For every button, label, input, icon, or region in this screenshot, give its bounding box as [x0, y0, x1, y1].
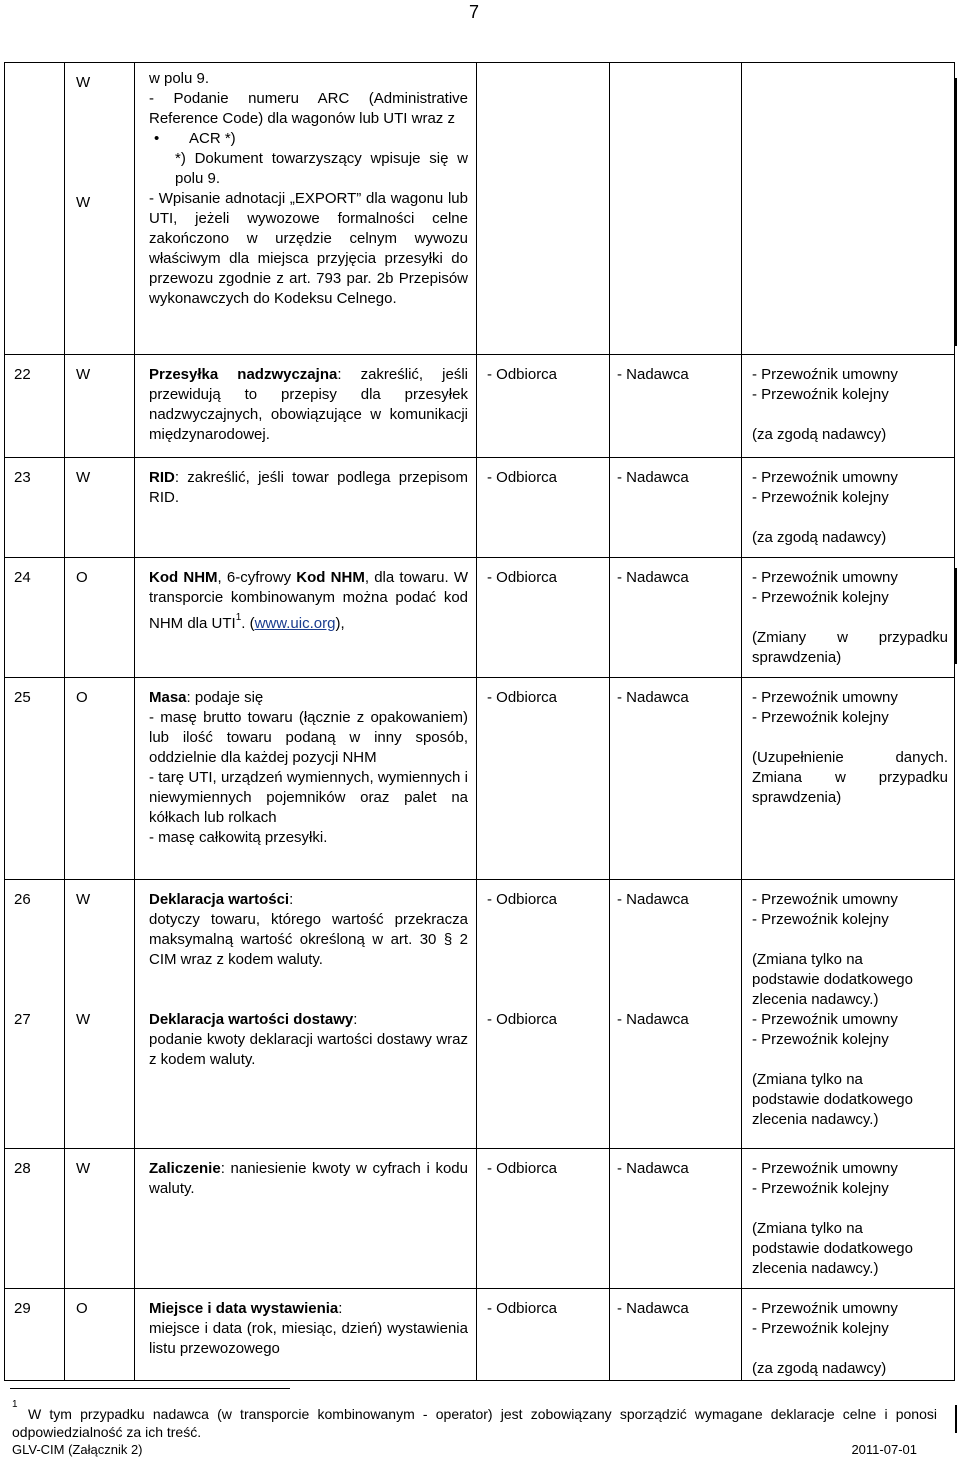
- description-text: :: [353, 1011, 358, 1028]
- description-cell: [135, 678, 477, 880]
- carrier-successive: - Przewoźnik kolejny: [752, 1319, 889, 1337]
- row-code: W: [65, 1010, 135, 1148]
- description-text: , 6-cyfrowy: [217, 569, 297, 586]
- sender-cell: [610, 558, 742, 678]
- revision-bar: [955, 78, 957, 346]
- sender-label: - Nadawca: [617, 1011, 689, 1028]
- carrier-successive: - Przewoźnik kolejny: [752, 1031, 889, 1048]
- page-number: 7: [468, 2, 479, 22]
- carrier-cell: [742, 63, 955, 355]
- receiver-cell: [477, 1288, 610, 1380]
- description-cell: [135, 458, 477, 558]
- carrier-contract: - Przewoźnik umowny: [752, 469, 898, 486]
- field-title: Przesyłka nadzwyczajna: [149, 366, 338, 383]
- row-number: 25: [5, 678, 65, 880]
- sender-cell: [610, 63, 742, 355]
- receiver-cell: [477, 355, 610, 458]
- description-cell: [135, 880, 477, 1011]
- row-code: O: [65, 1288, 135, 1380]
- change-note: (Zmiana tylko na podstawie dodatkowego zlecenia nadawcy.): [752, 1071, 913, 1128]
- description-text: . (: [241, 615, 255, 632]
- sender-cell: [610, 880, 742, 1011]
- description-text: ),: [335, 615, 345, 632]
- row-code: W: [65, 458, 135, 558]
- field-title: Kod NHM: [149, 569, 218, 586]
- revision-bar: [955, 1405, 957, 1433]
- row-code-cell: [65, 63, 135, 355]
- sender-cell: [610, 1148, 742, 1288]
- sender-label: - Nadawca: [617, 891, 689, 908]
- description-text: :: [338, 1299, 343, 1317]
- carrier-cell: [742, 1148, 955, 1288]
- carrier-cell: [742, 678, 955, 880]
- carrier-contract: - Przewoźnik umowny: [752, 1299, 898, 1317]
- row-code: W: [65, 1148, 135, 1288]
- description-text: - Podanie numeru ARC (Administrative Reference Code) dla wagonów lub UTI wraz z: [149, 90, 468, 127]
- carrier-cell: [742, 355, 955, 458]
- sender-cell: [610, 1288, 742, 1380]
- footnote-mark: 1: [12, 1399, 18, 1410]
- row-number: 26: [5, 880, 65, 1011]
- description-text: w polu 9.: [149, 70, 210, 87]
- carrier-cell: [742, 558, 955, 678]
- sender-cell: [610, 458, 742, 558]
- sender-label: - Nadawca: [617, 1299, 689, 1317]
- description-text: - Wpisanie adnotacji „EXPORT” dla wagonu lub UTI, jeżeli wywozowe formalności celne zakończono w urzędzie celnym wywozu właściwym dla miejsca przyjęcia przesyłki do przewozu zgodnie z art. 793 par. 2b Przepisów wykonawczych do Kodeksu Celnego.: [149, 190, 468, 307]
- description-text: *) Dokument towarzyszący wpisuje się w polu 9.: [175, 150, 468, 187]
- carrier-cell: [742, 880, 955, 1011]
- receiver-label: - Odbiorca: [487, 366, 558, 383]
- sender-label: - Nadawca: [617, 366, 689, 383]
- carrier-contract: - Przewoźnik umowny: [752, 569, 898, 586]
- receiver-label: - Odbiorca: [487, 891, 558, 908]
- revision-bar: [955, 568, 957, 664]
- description-text: podanie kwoty deklaracji wartości dostawy wraz z kodem waluty.: [149, 1031, 468, 1068]
- carrier-contract: - Przewoźnik umowny: [752, 1159, 898, 1177]
- sender-cell: [610, 678, 742, 880]
- description-text: : zakreślić, jeśli przewidują to przepisy dla przesyłek nadzwyczajnych, obowiązujące w komunikacji międzynarodowej.: [149, 366, 468, 443]
- field-title: Zaliczenie: [149, 1159, 221, 1177]
- sender-label: - Nadawca: [617, 689, 689, 706]
- change-note: (Zmiana tylko na podstawie dodatkowego zlecenia nadawcy.): [752, 951, 913, 1008]
- table-row: [5, 1148, 955, 1288]
- description-cell: [135, 1148, 477, 1288]
- table-row: [5, 880, 955, 1011]
- receiver-label: - Odbiorca: [487, 469, 558, 486]
- table-row: [5, 458, 955, 558]
- sender-cell: [610, 1010, 742, 1148]
- row-code: O: [65, 558, 135, 678]
- carrier-contract: - Przewoźnik umowny: [752, 689, 898, 706]
- description-text: , dla towaru. W transporcie kombinowanym można podać kod NHM dla UTI: [149, 569, 468, 632]
- description-cell: [135, 558, 477, 678]
- change-note: (za zgodą nadawcy): [752, 529, 887, 546]
- carrier-contract: - Przewoźnik umowny: [752, 1011, 898, 1028]
- receiver-cell: [477, 1148, 610, 1288]
- uic-link[interactable]: www.uic.org: [254, 615, 336, 632]
- bullet-item: • ACR *): [149, 129, 468, 149]
- receiver-label: - Odbiorca: [487, 689, 558, 706]
- carrier-cell: [742, 1010, 955, 1148]
- row-number-cell: [5, 63, 65, 355]
- row-number: 29: [5, 1288, 65, 1380]
- code-letter: W: [76, 74, 91, 91]
- row-number: 27: [5, 1010, 65, 1148]
- receiver-cell: [477, 1010, 610, 1148]
- receiver-cell: [477, 63, 610, 355]
- sender-cell: [610, 355, 742, 458]
- carrier-contract: - Przewoźnik umowny: [752, 891, 898, 908]
- description-cell: [135, 1010, 477, 1148]
- sender-label: - Nadawca: [617, 1159, 689, 1177]
- field-title: Kod NHM: [296, 569, 365, 586]
- code-letter: W: [76, 194, 91, 211]
- field-title: Masa: [149, 689, 187, 706]
- description-cell: [135, 355, 477, 458]
- consignment-note-table: [4, 62, 955, 1381]
- table-row: [5, 1288, 955, 1380]
- description-text: : podaje się: [186, 689, 264, 706]
- receiver-label: - Odbiorca: [487, 1011, 558, 1028]
- row-number: 22: [5, 355, 65, 458]
- description-text: miejsce i data (rok, miesiąc, dzień) wystawienia listu przewozowego: [149, 1319, 468, 1357]
- carrier-cell: [742, 458, 955, 558]
- row-code: O: [65, 678, 135, 880]
- table-row: [5, 558, 955, 678]
- description-text: : zakreślić, jeśli towar podlega przepisom RID.: [149, 469, 468, 506]
- description-cell: [135, 63, 477, 355]
- change-note: (Zmiana tylko na podstawie dodatkowego zlecenia nadawcy.): [752, 1219, 913, 1277]
- description-text: - masę całkowitą przesyłki.: [149, 829, 328, 846]
- description-text: :: [289, 891, 294, 908]
- description-text: - tarę UTI, urządzeń wymiennych, wymiennych i niewymiennych pojemników oraz palet na kółkach lub rolkach: [149, 769, 468, 826]
- row-number: 24: [5, 558, 65, 678]
- field-title: Miejsce i data wystawienia: [149, 1299, 339, 1317]
- description-text: dotyczy towaru, którego wartość przekracza maksymalną wartość określoną w art. 30 § 2 CIM wraz z kodem waluty.: [149, 911, 468, 968]
- receiver-cell: [477, 880, 610, 1011]
- row-number: 28: [5, 1148, 65, 1288]
- row-code: W: [65, 355, 135, 458]
- change-note: (Uzupełnienie danych. Zmiana w przypadku sprawdzenia): [752, 749, 948, 806]
- description-cell: [135, 1288, 477, 1380]
- table-row: [5, 355, 955, 458]
- change-note: (za zgodą nadawcy): [752, 426, 887, 443]
- change-note: (za zgodą nadawcy): [752, 1359, 887, 1377]
- carrier-successive: - Przewoźnik kolejny: [752, 911, 889, 928]
- field-title: RID: [149, 469, 175, 486]
- carrier-successive: - Przewoźnik kolejny: [752, 1179, 889, 1197]
- field-title: Deklaracja wartości dostawy: [149, 1011, 354, 1028]
- row-code: W: [65, 880, 135, 1011]
- table-row: [5, 63, 955, 355]
- receiver-cell: [477, 458, 610, 558]
- change-note: (Zmiany w przypadku sprawdzenia): [752, 629, 948, 666]
- description-text: : naniesienie kwoty w cyfrach i kodu waluty.: [149, 1159, 468, 1197]
- carrier-successive: - Przewoźnik kolejny: [752, 489, 889, 506]
- footer-date: 2011-07-01: [851, 1442, 917, 1457]
- footnote-ref: 1: [235, 612, 242, 623]
- description-text: - masę brutto towaru (łącznie z opakowaniem) lub ilość towaru podaną w inny sposób, oddzielnie dla każdej pozycji NHM: [149, 709, 468, 766]
- footer-document-id: GLV-CIM (Załącznik 2): [12, 1442, 143, 1457]
- sender-label: - Nadawca: [617, 569, 689, 586]
- table-row: [5, 678, 955, 880]
- receiver-label: - Odbiorca: [487, 1299, 558, 1317]
- receiver-label: - Odbiorca: [487, 569, 558, 586]
- receiver-cell: [477, 558, 610, 678]
- table-row: [5, 1010, 955, 1148]
- row-number: 23: [5, 458, 65, 558]
- field-title: Deklaracja wartości: [149, 891, 290, 908]
- carrier-contract: - Przewoźnik umowny: [752, 366, 898, 383]
- carrier-successive: - Przewoźnik kolejny: [752, 386, 889, 403]
- receiver-cell: [477, 678, 610, 880]
- carrier-successive: - Przewoźnik kolejny: [752, 589, 889, 606]
- carrier-successive: - Przewoźnik kolejny: [752, 709, 889, 726]
- footnote-text: W tym przypadku nadawca (w transporcie kombinowanym - operator) jest zobowiązany sporządzić wymagane deklaracje celne i ponosi odpowiedzialność za ich treść.: [12, 1406, 937, 1440]
- footnote-separator: [10, 1388, 290, 1389]
- receiver-label: - Odbiorca: [487, 1159, 558, 1177]
- sender-label: - Nadawca: [617, 469, 689, 486]
- carrier-cell: [742, 1288, 955, 1380]
